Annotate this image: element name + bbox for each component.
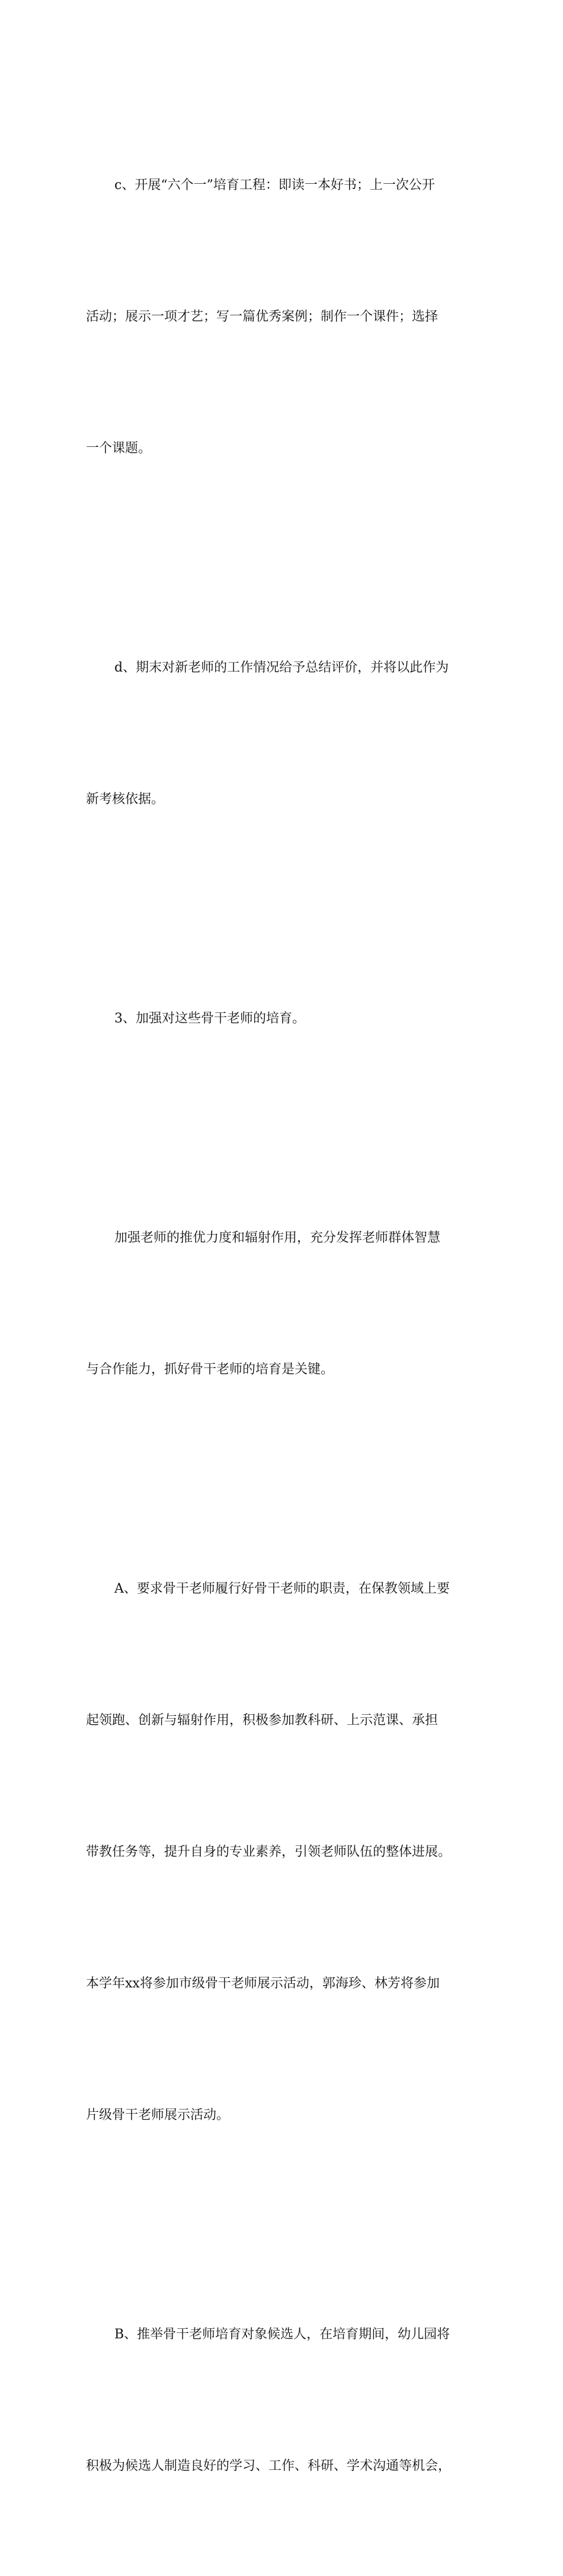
text-line: 新考核依据。 <box>86 792 165 807</box>
text-line: B、推举骨干老师培育对象候选人，在培育期间，幼儿园将 <box>114 2327 450 2342</box>
text-line: 3、加强对这些骨干老师的培育。 <box>114 1011 305 1026</box>
paragraph-c <box>86 76 489 558</box>
document-body <box>86 76 489 2576</box>
paragraph-a <box>86 1479 489 2225</box>
text-line: 片级骨干老师展示活动。 <box>86 2108 230 2123</box>
paragraph-d <box>86 558 489 909</box>
paragraph-intro <box>86 1129 489 1479</box>
text-line: 起领跑、创新与辐射作用，积极参加教科研、上示范课、承担 <box>86 1713 439 1728</box>
text-line: 带教任务等，提升自身的专业素养，引领老师队伍的整体进展。 <box>86 1845 452 1859</box>
text-line: 本学年xx将参加市级骨干老师展示活动，郭海珍、林芳将参加 <box>86 1976 440 1991</box>
text-line: 一个课题。 <box>86 441 152 456</box>
text-line: 活动；展示一项才艺；写一篇优秀案例；制作一个课件；选择 <box>86 309 439 324</box>
paragraph-b <box>86 2225 489 2576</box>
text-line: c、开展“六个一”培育工程：即读一本好书；上一次公开 <box>114 178 435 193</box>
text-line: 与合作能力，抓好骨干老师的培育是关键。 <box>86 1362 334 1377</box>
paragraph-3 <box>86 909 489 1129</box>
text-line: d、期末对新老师的工作情况给予总结评价，并将以此作为 <box>114 660 449 675</box>
text-line: 积极为候选人制造良好的学习、工作、科研、学术沟通等机会， <box>86 2459 452 2473</box>
text-line: A、要求骨干老师履行好骨干老师的职责，在保教领域上要 <box>114 1581 450 1596</box>
text-line: 加强老师的推优力度和辐射作用，充分发挥老师群体智慧 <box>114 1231 441 1245</box>
